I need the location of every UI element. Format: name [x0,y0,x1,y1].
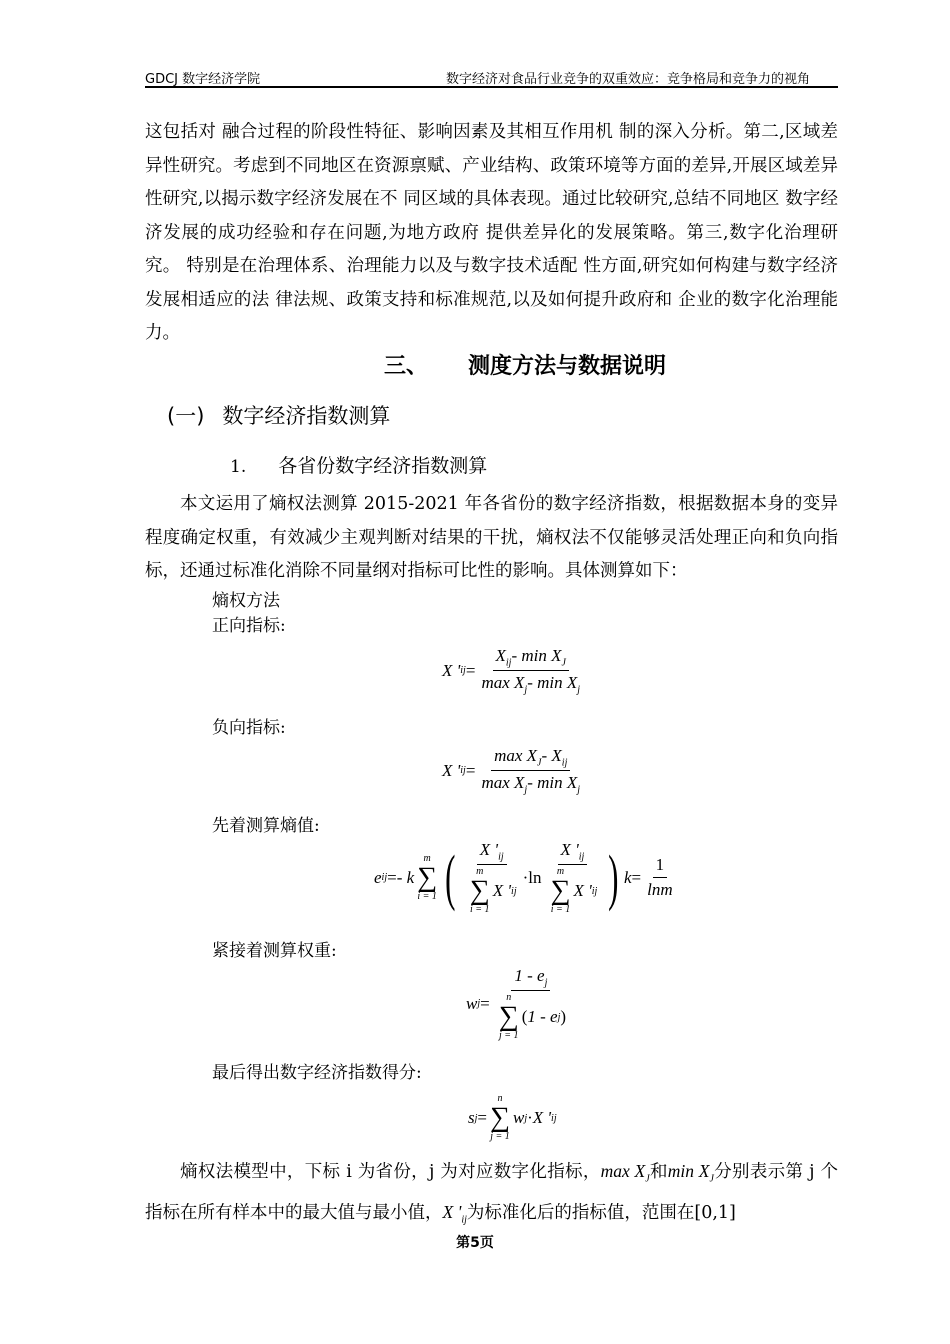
subsection-title: 数字经济指数测算 [222,404,391,428]
label-positive: 正向指标: [212,616,286,636]
label-entropy-value: 先着测算熵值: [212,816,320,836]
running-header [145,66,838,88]
subsubsection-heading [230,451,487,478]
subsection-heading [167,400,390,430]
section-number: 三、 [384,354,429,379]
label-weight: 紧接着测算权重: [212,941,337,961]
page-number: 第5页 [456,1235,494,1251]
header-left: GDCJ 数字经济学院 [145,72,261,87]
label-score: 最后得出数字经济指数得分: [212,1063,422,1083]
section-title: 测度方法与数据说明 [468,354,667,379]
formula-positive: X ' ij = $\frac{X_{ij}- \min X_J}{\max X_j- \min X_j}$ [442,646,581,696]
section-heading [384,349,666,380]
subsubsection-title: 各省份数字经济指数测算 [278,455,488,477]
header-title: 数字经济对食品行业竞争的双重效应：竞争格局和竞争力的视角 [445,72,810,87]
method-paragraph: 本文运用了熵权法测算 2015-2021 年各省份的数字经济指数，根据数据本身的变异程度确定权重，有效减少主观判断对结果的干扰，熵权法不仅能够灵活处理正向和负向指标，还通过标准化消除不同量纲对指标可比性的影响。具体测算如下： [145,494,838,581]
subsubsection-number: 1. [230,457,247,477]
label-negative: 负向指标: [212,718,286,738]
formula-negative: X ' ij = $\frac{\max X_J- X_{ij}}{\max X_j- \min X_j}$ [442,746,581,796]
formula-score: s j = n ∑ j = 1 w j · X ' ij [468,1093,557,1142]
formula-entropy: e ij = - k m ∑ i = 1 ( X '$_{ij}$ m ∑ i = 1 X ' ij · ln X '$_{ij}$ m ∑ i = 1 X ' ij ) k = $\frac{1}{\ln m}$ [374,840,673,916]
formula-weight: w j = $1 - e_j$ n ∑ j = 1 ( 1 - e j ) [466,966,567,1042]
closing-paragraph: 熵权法模型中，下标 i 为省份，j 为对应数字化指标，$\max X_J$和$\min X_J$分别表示第 j 个指标在所有样本中的最大值与最小值，X '$_{ij}$为标准化后的指标值，范围在[0,1] [145,1161,838,1226]
subsection-number: (一) [167,404,205,428]
intro-paragraph: 这包括对 融合过程的阶段性特征、影响因素及其相互作用机 制的深入分析。第二,区域差异性研究。考虑到不同地区在资源禀赋、产业结构、政策环境等方面的差异,开展区域差异性研究,以揭示数字经济发展在不 同区域的具体表现。通过比较研究,总结不同地区 数字经济发展的成功经验和存在问题,为地方政府 提供差异化的发展策略。第三,数字化治理研究。 特别是在治理体系、治理能力以及与数字技术适配 性方面,研究如何构建与数字经济发展相适应的法 律法规、政策支持和标准规范,以及如何提升政府和 企业的数字化治理能力。 [145,122,838,343]
label-entropy: 熵权方法 [212,591,280,611]
